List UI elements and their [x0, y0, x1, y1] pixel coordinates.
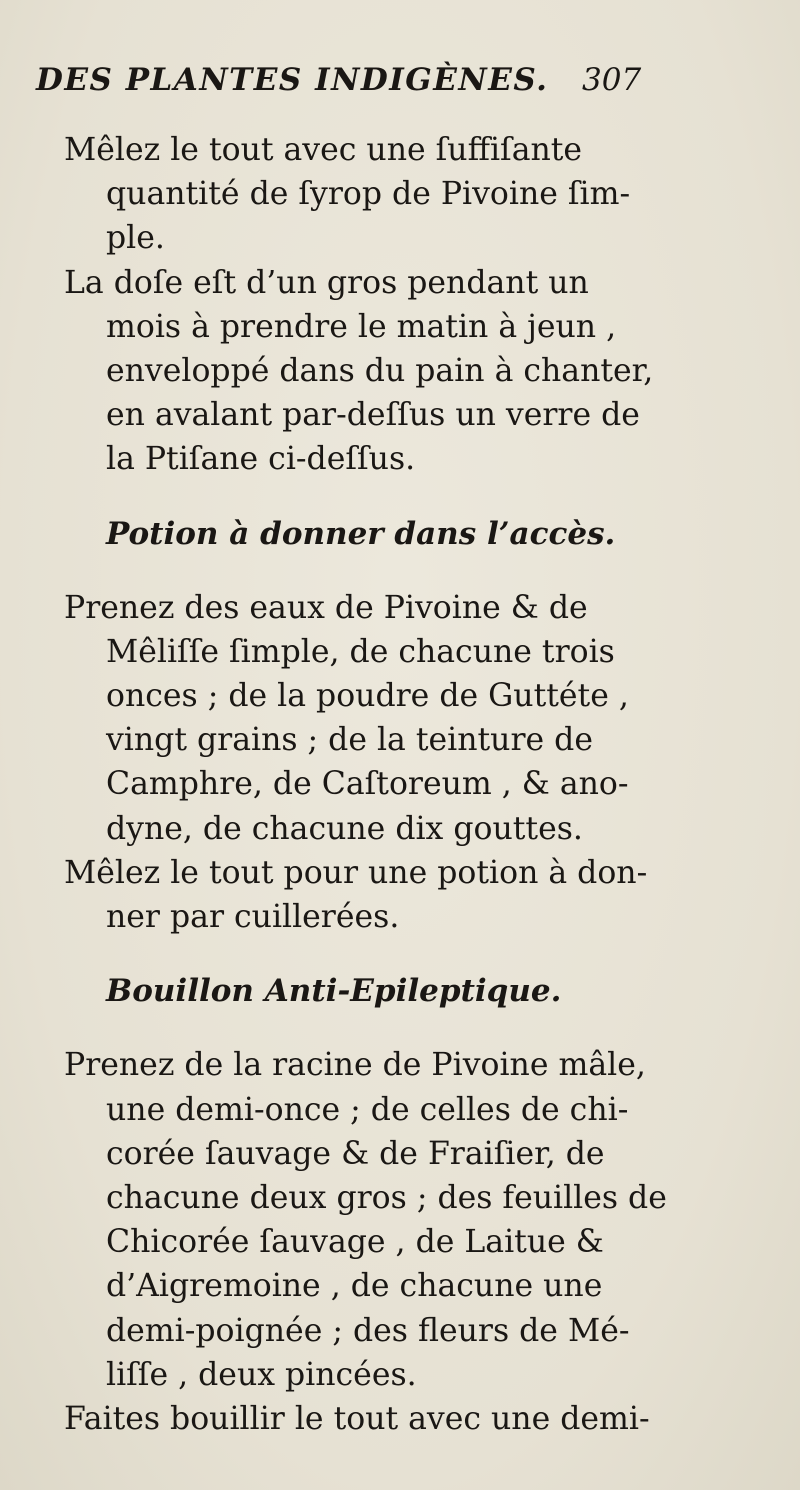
text-line: dyne, de chacune dix gouttes. [106, 810, 583, 847]
text-line: enveloppé dans du pain à chanter, [106, 352, 654, 389]
body-text [64, 98, 764, 1441]
page-number: 307 [582, 62, 642, 98]
text-line: vingt grains ; de la teinture de [106, 722, 593, 759]
text-line: Mêlez le tout avec une ſuffiſante [64, 132, 583, 168]
text-line: Chicorée ſauvage , de Laitue & [106, 1224, 604, 1261]
text-line: liſſe , deux pincées. [106, 1356, 417, 1393]
text-line: ple. [106, 220, 165, 257]
text-line: Prenez de la racine de Pivoine mâle, [64, 1047, 646, 1084]
section-heading: Potion à donner dans l’accès. [106, 515, 616, 552]
text-line: onces ; de la poudre de Guttéte , [106, 678, 629, 715]
text-line: Mêlez le tout pour une potion à don- [64, 854, 648, 891]
text-line: ner par cuillerées. [106, 899, 400, 935]
text-line: quantité de ſyrop de Pivoine ſim- [106, 176, 631, 213]
text-line: Faites bouillir le tout avec une demi- [64, 1400, 650, 1437]
text-line: Prenez des eaux de Pivoine & de [64, 589, 588, 626]
section-heading: Bouillon Anti-Epileptique. [106, 973, 562, 1010]
text-line: corée ſauvage & de Fraiſier, de [106, 1135, 605, 1172]
text-line: d’Aigremoine , de chacune une [106, 1268, 603, 1305]
text-line: La doſe eſt d’un gros pendant un [64, 264, 589, 301]
text-line: Camphre, de Caſtoreum , & ano- [106, 766, 629, 803]
running-title: DES PLANTES INDIGÈNES. [36, 62, 549, 98]
text-line: demi-poignée ; des fleurs de Mé- [106, 1312, 630, 1349]
text-line: en avalant par-deſſus un verre de [106, 397, 640, 434]
text-line: chacune deux gros ; des feuilles de [106, 1179, 667, 1216]
text-line: Mêliſſe ſimple, de chacune trois [106, 633, 615, 670]
text-line: mois à prendre le matin à jeun , [106, 308, 617, 345]
text-line: la Ptiſane ci-deſſus. [106, 441, 416, 478]
text-line: une demi-once ; de celles de chi- [106, 1091, 629, 1128]
